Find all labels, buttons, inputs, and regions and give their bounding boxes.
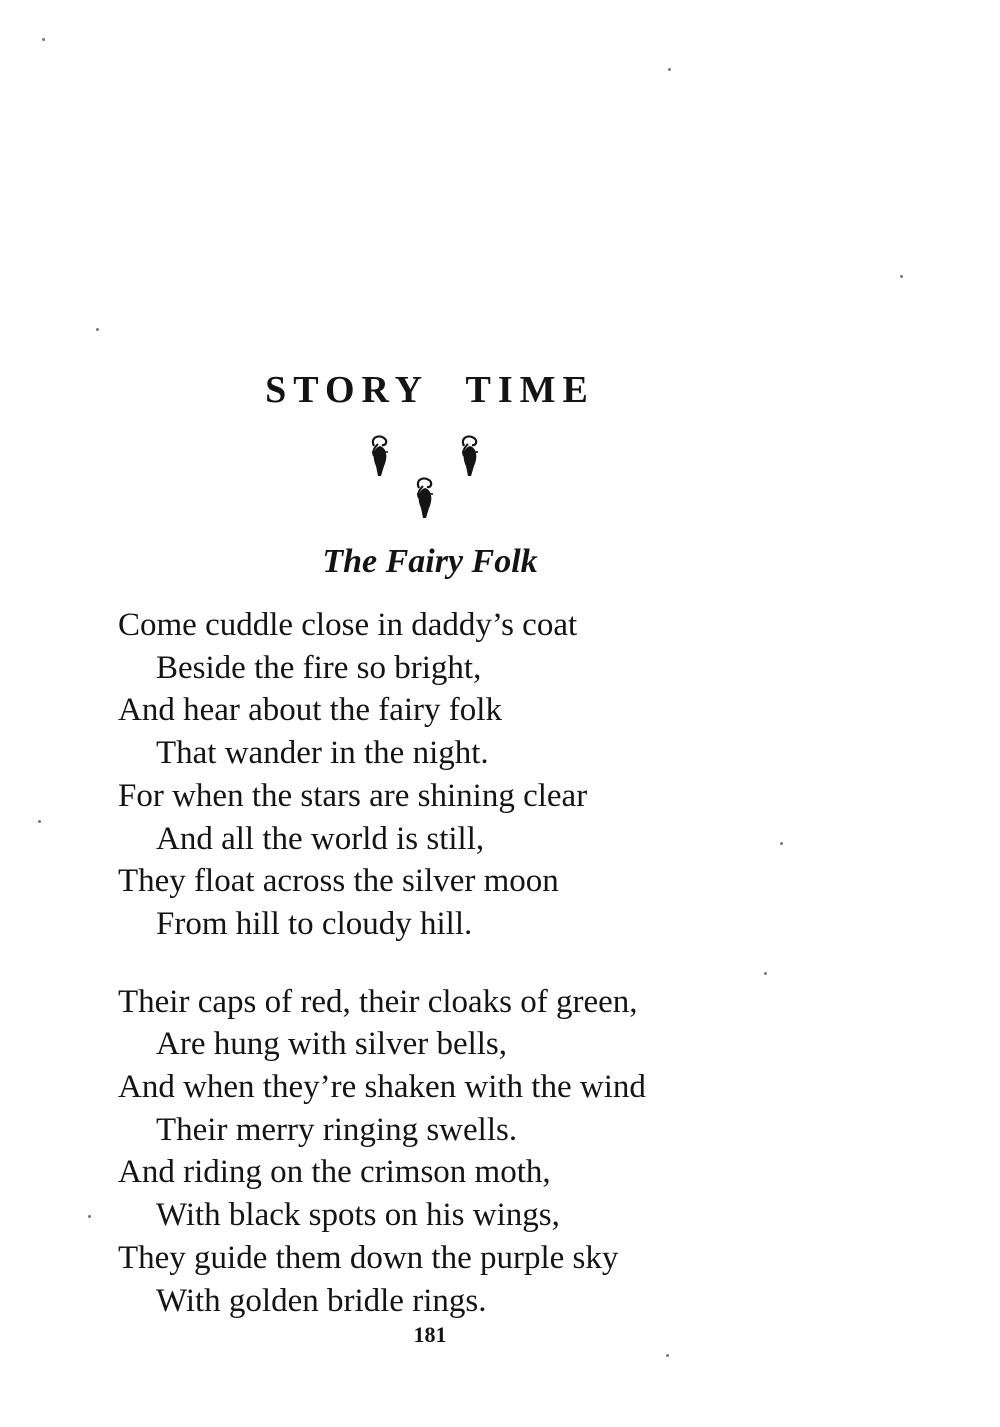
leaf-sprig-icon-bottom	[417, 478, 433, 518]
poem-line: From hill to cloudy hill.	[156, 905, 473, 942]
paper-speck	[88, 1215, 91, 1218]
paper-speck	[96, 328, 99, 331]
paper-speck	[900, 275, 903, 278]
poem-body	[118, 604, 878, 1322]
poem-line: Their merry ringing swells.	[156, 1111, 518, 1148]
paper-speck	[764, 972, 767, 975]
paper-speck	[38, 820, 41, 823]
poem-line: With golden bridle rings.	[156, 1282, 487, 1319]
poem-line: And all the world is still,	[156, 820, 485, 857]
poem-line: Are hung with silver bells,	[156, 1026, 508, 1063]
poem-line: Their caps of red, their cloaks of green,	[118, 983, 638, 1020]
leaf-sprig-icon-left	[372, 436, 388, 476]
poem-line: And when they’re shaken with the wind	[118, 1069, 646, 1106]
poem-line: Beside the fire so bright,	[156, 649, 482, 686]
poem-line: Come cuddle close in daddy’s coat	[118, 607, 578, 643]
poem-line: And riding on the crimson moth,	[118, 1154, 551, 1191]
leaf-sprig-ornament-icon	[360, 432, 490, 522]
leaf-sprig-icon-right	[462, 436, 478, 476]
poem-line: They float across the silver moon	[118, 863, 559, 900]
paper-speck	[42, 38, 45, 41]
poem-line: For when the stars are shining clear	[118, 777, 588, 814]
poem-title: The Fairy Folk	[322, 543, 538, 580]
section-title: STORY TIME	[265, 369, 595, 411]
stanza-1	[118, 604, 878, 946]
paper-speck	[666, 1354, 669, 1357]
poem-line: That wander in the night.	[156, 735, 489, 772]
paper-speck	[780, 842, 783, 845]
poem-line: And hear about the fairy folk	[118, 692, 502, 729]
paper-speck	[668, 68, 671, 71]
poem-line: They guide them down the purple sky	[118, 1239, 619, 1276]
page-number: 181	[413, 1322, 447, 1347]
poem-line: With black spots on his wings,	[156, 1197, 560, 1234]
stanza-2	[118, 981, 878, 1323]
